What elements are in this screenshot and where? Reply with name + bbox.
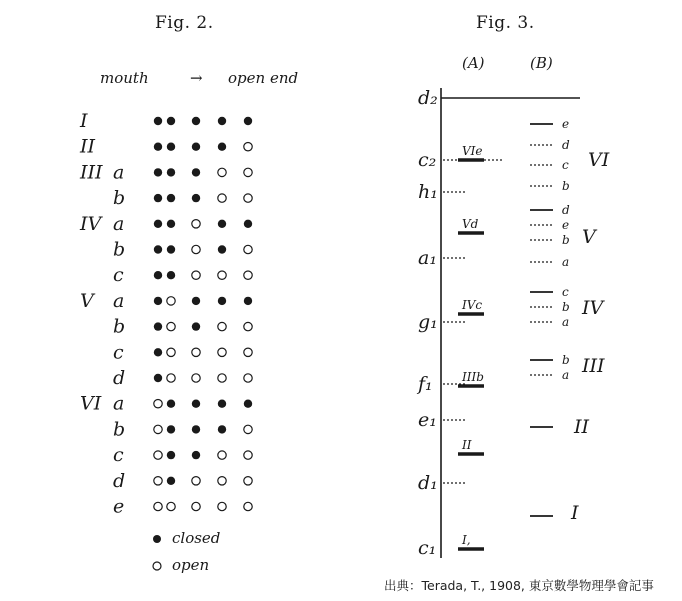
hole-closed xyxy=(218,220,226,228)
hole-open xyxy=(192,245,200,253)
fingering-row xyxy=(79,161,252,183)
hole-closed xyxy=(218,143,226,151)
hole-open xyxy=(154,425,162,433)
hole-open xyxy=(244,245,252,253)
fingering-row xyxy=(113,496,252,518)
hole-closed xyxy=(244,117,252,125)
hole-open xyxy=(218,451,226,459)
hole-open xyxy=(244,322,252,330)
hole-closed xyxy=(154,117,162,125)
variant-letter: b xyxy=(113,187,126,210)
note-label-c1: c₁ xyxy=(418,537,437,559)
hole-open xyxy=(218,374,226,382)
legend-open-label: open xyxy=(172,556,210,574)
fig3-column-a-header: (A) xyxy=(462,54,485,72)
col-a-label-VIe: VIe xyxy=(462,144,483,158)
hole-closed xyxy=(154,194,162,202)
hole-open xyxy=(218,194,226,202)
hole-open xyxy=(167,297,175,305)
hole-open xyxy=(244,502,252,510)
hole-closed xyxy=(192,400,200,408)
hole-open xyxy=(244,168,252,176)
note-label-g1: g₁ xyxy=(418,311,438,333)
hole-open xyxy=(218,477,226,485)
hole-closed xyxy=(167,220,175,228)
hole-closed xyxy=(244,297,252,305)
variant-letter: c xyxy=(113,264,124,287)
source-credit: 出典：Terada, T., 1908, 東京數學物理學會記事 xyxy=(384,578,654,593)
note-label-f1: f₁ xyxy=(418,373,433,395)
position-numeral: III xyxy=(80,161,103,184)
fingering-row xyxy=(113,316,252,338)
variant-letter: a xyxy=(113,289,125,312)
fingering-row xyxy=(80,290,252,312)
hole-open xyxy=(154,400,162,408)
variant-letter: e xyxy=(113,495,125,518)
hole-closed xyxy=(167,245,175,253)
col-b-label-IV-a: a xyxy=(562,315,570,329)
variant-letter: b xyxy=(113,315,126,338)
group-label-IV: IV xyxy=(582,297,604,319)
position-numeral: II xyxy=(80,135,96,158)
col-b-label-V-e: e xyxy=(562,218,570,232)
fig2-header-open-end: open end xyxy=(228,69,299,87)
col-b-label-V-b: b xyxy=(562,233,570,247)
note-label-d2: d₂ xyxy=(418,87,438,109)
variant-letter: a xyxy=(113,392,125,415)
hole-closed xyxy=(154,297,162,305)
hole-closed xyxy=(167,425,175,433)
fingering-row xyxy=(79,136,252,158)
fig2-header-mouth: mouth xyxy=(100,69,149,87)
hole-closed xyxy=(192,194,200,202)
hole-closed xyxy=(167,117,175,125)
legend-closed-dot xyxy=(153,535,161,543)
hole-open xyxy=(218,322,226,330)
hole-closed xyxy=(192,451,200,459)
hole-closed xyxy=(192,117,200,125)
hole-open xyxy=(192,220,200,228)
hole-open xyxy=(218,271,226,279)
hole-open xyxy=(244,425,252,433)
hole-open xyxy=(244,477,252,485)
hole-closed xyxy=(167,400,175,408)
hole-closed xyxy=(154,348,162,356)
fingering-row xyxy=(113,444,252,466)
hole-closed xyxy=(192,297,200,305)
hole-open xyxy=(192,374,200,382)
hole-closed xyxy=(244,400,252,408)
hole-open xyxy=(192,271,200,279)
fingering-row xyxy=(80,393,252,415)
fig3-group-labels xyxy=(570,149,610,524)
hole-closed xyxy=(154,271,162,279)
hole-closed xyxy=(154,143,162,151)
variant-letter: c xyxy=(113,341,124,364)
hole-closed xyxy=(244,220,252,228)
hole-open xyxy=(192,477,200,485)
fingering-row xyxy=(79,110,252,132)
hole-open xyxy=(244,374,252,382)
hole-closed xyxy=(192,168,200,176)
position-numeral: V xyxy=(80,289,94,312)
col-a-label-IVc: IVc xyxy=(462,298,483,312)
fig3-panel xyxy=(416,13,610,559)
variant-letter: a xyxy=(113,212,125,235)
variant-letter: a xyxy=(113,161,125,184)
fig2-panel xyxy=(79,13,298,574)
group-label-VI: VI xyxy=(588,149,610,171)
variant-letter: c xyxy=(113,444,124,467)
fingering-row xyxy=(79,213,252,235)
col-b-label-III-b: b xyxy=(562,353,570,367)
fig3-caption: Fig. 3. xyxy=(476,13,535,33)
fingering-row xyxy=(113,187,252,209)
col-b-label-IV-b: b xyxy=(562,300,570,314)
variant-letter: b xyxy=(113,418,126,441)
hole-closed xyxy=(218,297,226,305)
legend-open-dot xyxy=(153,562,161,570)
hole-closed xyxy=(167,168,175,176)
hole-closed xyxy=(154,220,162,228)
col-b-label-V-a: a xyxy=(562,255,570,269)
hole-open xyxy=(244,143,252,151)
hole-closed xyxy=(192,143,200,151)
col-b-label-VI-b: b xyxy=(562,179,570,193)
hole-closed xyxy=(167,271,175,279)
hole-closed xyxy=(154,322,162,330)
fig3-column-b-header: (B) xyxy=(530,54,553,72)
hole-closed xyxy=(192,322,200,330)
hole-open xyxy=(244,451,252,459)
group-label-V: V xyxy=(582,226,596,248)
hole-open xyxy=(154,502,162,510)
fig2-header-arrow: → xyxy=(190,69,203,87)
hole-open xyxy=(244,271,252,279)
note-label-e1: e₁ xyxy=(418,409,437,431)
col-b-label-V-d: d xyxy=(562,203,570,217)
col-b-label-IV-c: c xyxy=(562,285,569,299)
col-a-label-I: I, xyxy=(462,533,471,547)
hole-open xyxy=(154,477,162,485)
position-numeral: I xyxy=(80,110,88,132)
group-label-II: II xyxy=(574,416,590,438)
hole-open xyxy=(244,348,252,356)
fig2-fingering-table xyxy=(79,110,252,518)
group-label-I: I xyxy=(571,502,579,524)
hole-open xyxy=(167,322,175,330)
variant-letter: d xyxy=(113,469,126,492)
position-numeral: IV xyxy=(80,212,102,235)
fingering-row xyxy=(113,470,252,492)
hole-closed xyxy=(218,245,226,253)
note-label-c2: c₂ xyxy=(418,149,437,171)
hole-closed xyxy=(218,425,226,433)
hole-closed xyxy=(218,400,226,408)
col-b-label-III-a: a xyxy=(562,368,570,382)
hole-open xyxy=(192,502,200,510)
variant-letter: d xyxy=(113,367,126,389)
hole-closed xyxy=(154,168,162,176)
fig3-column-b-marks xyxy=(530,117,570,516)
col-a-label-IIIb: IIIb xyxy=(462,370,484,384)
group-label-III: III xyxy=(582,355,605,377)
col-a-label-II: II xyxy=(462,438,472,452)
col-b-label-VI-e: e xyxy=(562,117,570,131)
col-a-label-Vd: Vd xyxy=(462,217,479,231)
fig2-caption: Fig. 2. xyxy=(155,13,214,33)
hole-closed xyxy=(167,143,175,151)
hole-closed xyxy=(154,245,162,253)
hole-open xyxy=(154,451,162,459)
col-b-label-VI-c: c xyxy=(562,158,569,172)
variant-letter: b xyxy=(113,238,126,261)
hole-open xyxy=(218,348,226,356)
hole-open xyxy=(167,502,175,510)
fig3-column-a-marks xyxy=(458,144,502,549)
note-label-d1: d₁ xyxy=(418,472,438,494)
hole-open xyxy=(244,194,252,202)
fingering-row xyxy=(113,367,252,389)
hole-closed xyxy=(167,194,175,202)
note-label-h1: h₁ xyxy=(418,181,438,203)
hole-closed xyxy=(167,451,175,459)
position-numeral: VI xyxy=(80,392,102,415)
note-label-a1: a₁ xyxy=(418,247,437,269)
fingering-row xyxy=(113,239,252,261)
fingering-row xyxy=(113,341,252,363)
fingering-row xyxy=(113,264,252,286)
hole-open xyxy=(167,348,175,356)
hole-open xyxy=(218,168,226,176)
hole-closed xyxy=(167,477,175,485)
hole-open xyxy=(218,502,226,510)
legend-closed-label: closed xyxy=(172,529,221,547)
col-b-label-VI-d: d xyxy=(562,138,570,152)
hole-open xyxy=(167,374,175,382)
hole-open xyxy=(192,348,200,356)
fingering-row xyxy=(113,418,252,440)
hole-closed xyxy=(192,425,200,433)
hole-closed xyxy=(154,374,162,382)
hole-closed xyxy=(218,117,226,125)
